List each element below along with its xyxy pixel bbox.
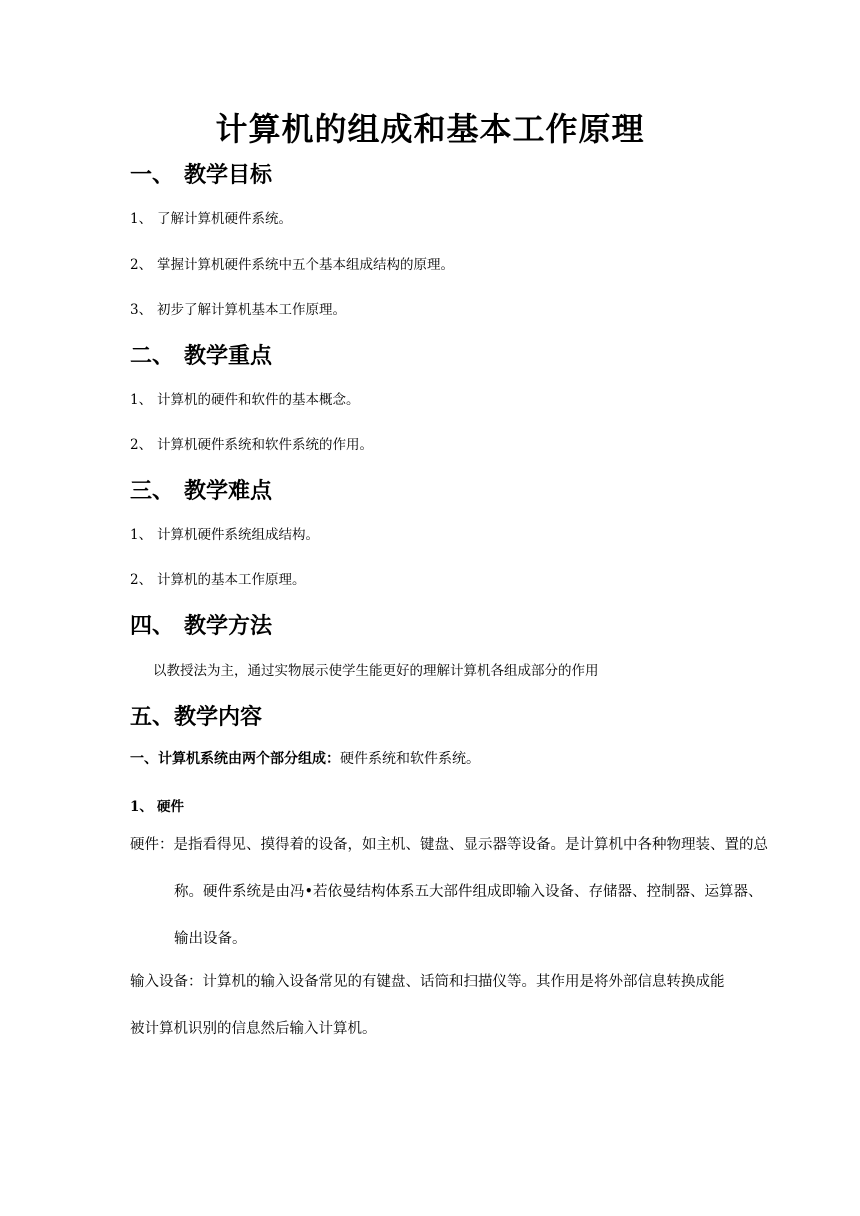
list-item xyxy=(130,207,292,227)
list-item-number: 3、 xyxy=(130,302,153,318)
subheading-system-parts xyxy=(130,748,480,768)
input-device-paragraph: 输入设备：计算机的输入设备常见的有键盘、话筒和扫描仪等。其作用是将外部信息转换成能被计算机识别的信息然后输入计算机。 xyxy=(130,974,725,1037)
section-title: 教学难点 xyxy=(184,478,273,504)
section-title: 教学方法 xyxy=(184,613,273,639)
section-heading-objectives xyxy=(130,158,272,189)
list-item xyxy=(130,523,319,543)
hardware-paragraph: 硬件：是指看得见、摸得着的设备，如主机、键盘、显示器等设备。是计算机中各种物理装、置的总称。硬件系统是由冯•若依曼结构体系五大部件组成即输入设备、存储器、控制器、运算器、输出设备。 xyxy=(130,837,768,947)
section-title: 教学目标 xyxy=(184,162,273,188)
list-item xyxy=(130,433,373,453)
list-item-text: 计算机的硬件和软件的基本概念。 xyxy=(157,392,360,408)
list-item xyxy=(130,568,306,588)
section-number: 三、 xyxy=(130,478,175,504)
list-item-number: 2、 xyxy=(130,437,153,453)
subheading-label: 一、计算机系统由两个部分组成： xyxy=(130,751,340,767)
list-item-text: 掌握计算机硬件系统中五个基本组成结构的原理。 xyxy=(157,257,454,273)
list-item-text: 计算机硬件系统和软件系统的作用。 xyxy=(157,437,373,453)
section-number: 一、 xyxy=(130,162,175,188)
section-heading-difficulties xyxy=(130,474,272,505)
subheading-text: 硬件系统和软件系统。 xyxy=(340,751,480,767)
list-item-text: 计算机硬件系统组成结构。 xyxy=(157,527,319,543)
list-item-number: 2、 xyxy=(130,572,153,588)
subheading-title: 硬件 xyxy=(157,799,184,815)
methods-paragraph: 以教授法为主，通过实物展示使学生能更好的理解计算机各组成部分的作用 xyxy=(153,663,599,679)
subheading-number: 1、 xyxy=(130,799,153,815)
list-item-text: 初步了解计算机基本工作原理。 xyxy=(157,302,346,318)
section-heading-content: 五、教学内容 xyxy=(130,704,263,730)
list-item xyxy=(130,253,454,273)
section-heading-methods xyxy=(130,609,272,640)
list-item-text: 了解计算机硬件系统。 xyxy=(157,211,292,227)
list-item-number: 1、 xyxy=(130,211,153,227)
page-title: 计算机的组成和基本工作原理 xyxy=(215,110,645,148)
section-number: 二、 xyxy=(130,343,175,369)
list-item-text: 计算机的基本工作原理。 xyxy=(157,572,306,588)
subheading-hardware xyxy=(130,795,184,815)
section-number: 四、 xyxy=(130,613,175,639)
list-item-number: 1、 xyxy=(130,527,153,543)
section-title: 教学重点 xyxy=(184,343,273,369)
section-heading-key-points xyxy=(130,339,272,370)
list-item xyxy=(130,298,346,318)
list-item-number: 2、 xyxy=(130,257,153,273)
list-item-number: 1、 xyxy=(130,392,153,408)
list-item xyxy=(130,388,360,408)
